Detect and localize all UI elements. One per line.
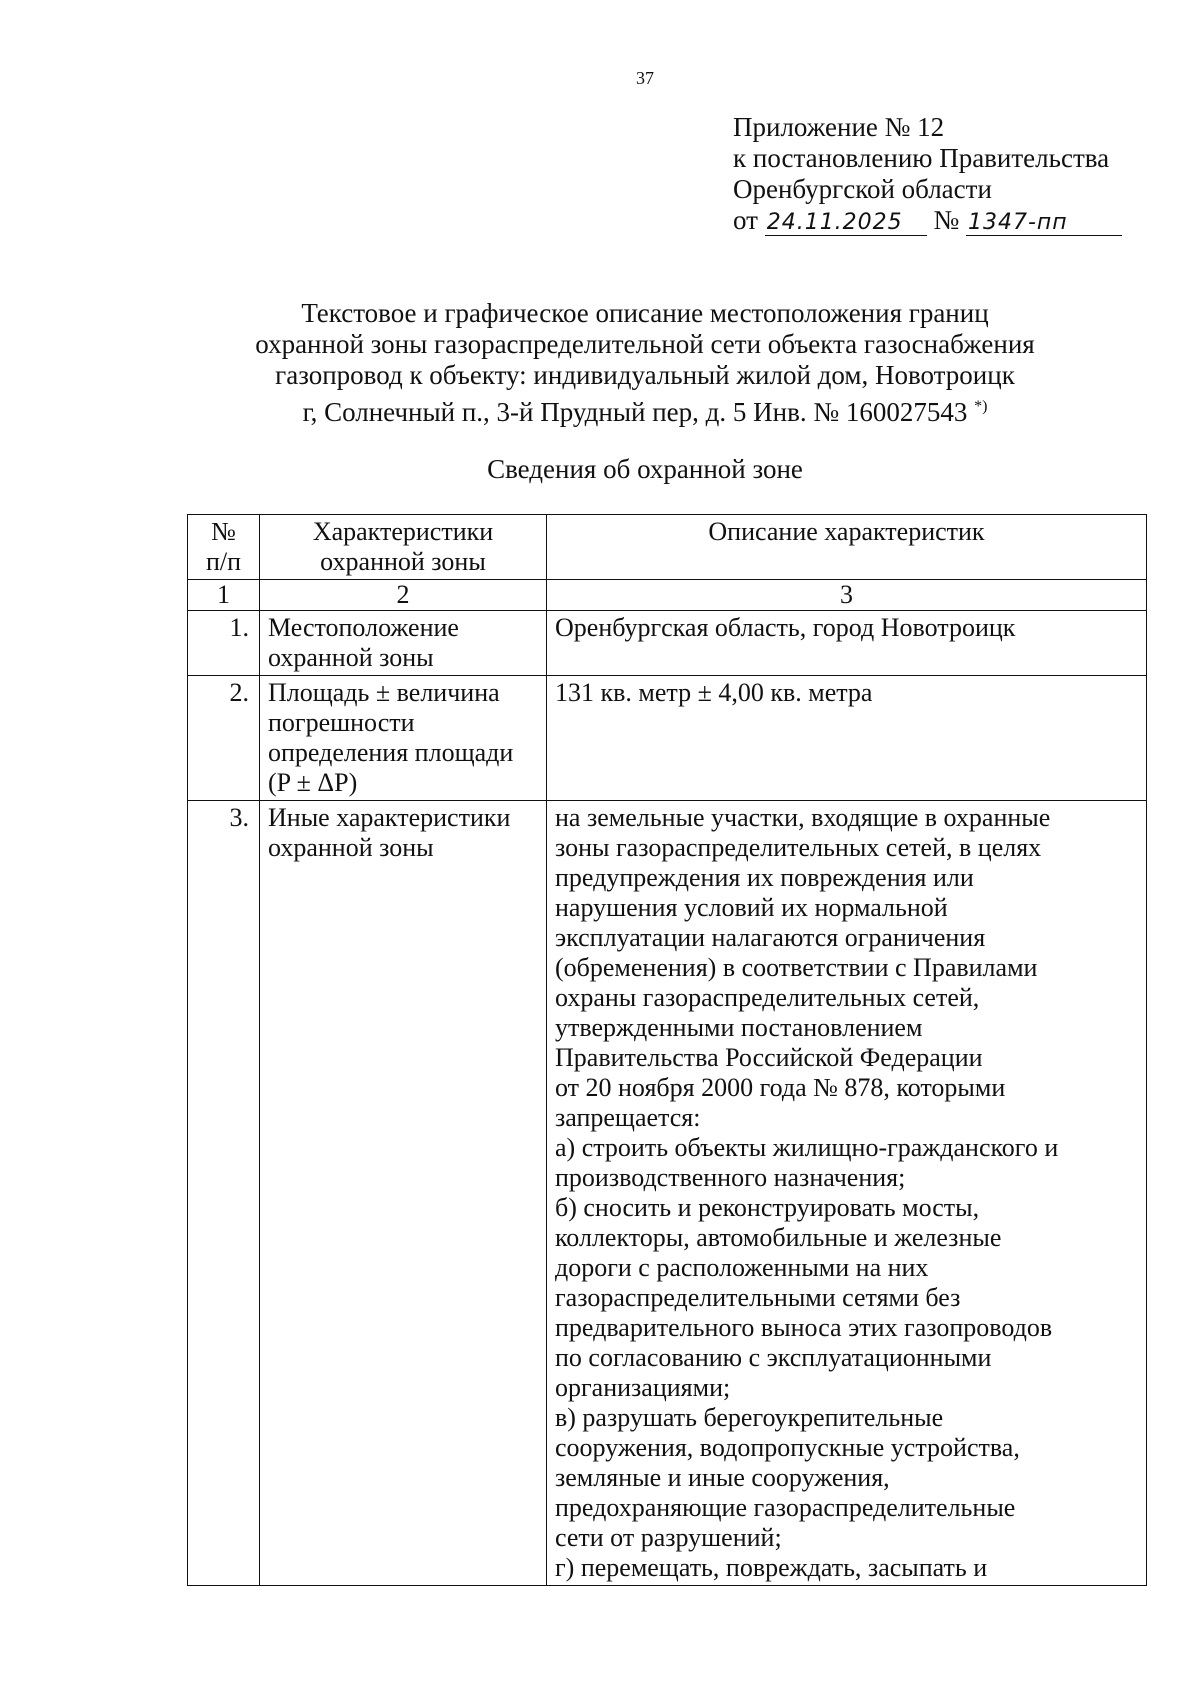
page-number: 37	[636, 68, 654, 88]
appendix-block	[733, 112, 1122, 236]
row-description-line: газораспределительными сетями без	[555, 1283, 961, 1312]
row-characteristic-line: погрешности	[268, 708, 415, 737]
appendix-line-4	[733, 205, 1122, 236]
row-description-line: на земельные участки, входящие в охранные	[555, 803, 1051, 832]
title-line-4	[0, 391, 1200, 428]
row-description-line: предупреждения их повреждения или	[555, 863, 974, 892]
appendix-date: 24.11.2025	[765, 211, 927, 236]
header-col-description: Описание характеристик	[547, 515, 1147, 580]
row-description-line: нарушения условий их нормальной	[555, 893, 948, 922]
row-description-line: организациями;	[555, 1373, 731, 1402]
row-description-line: запрещается:	[555, 1103, 701, 1132]
row-description-line: от 20 ноября 2000 года № 878, которыми	[555, 1073, 1006, 1102]
table-header-row	[188, 515, 1147, 580]
table-column-numbers-row	[188, 580, 1147, 611]
row-description-line: Правительства Российской Федерации	[555, 1043, 983, 1072]
row-description-line: предварительного выноса этих газопроводов	[555, 1313, 1053, 1342]
appendix-from-label: от	[733, 205, 758, 235]
row-description-line: предохраняющие газораспределительные	[555, 1493, 1016, 1522]
row-description-line: а) строить объекты жилищно-гражданского и	[555, 1133, 1059, 1162]
row-characteristic-line: охранной зоны	[268, 643, 434, 672]
row-characteristic-line: определения площади	[268, 738, 514, 767]
appendix-number-label: №	[933, 205, 960, 235]
header-col-characteristics-line-2: охранной зоны	[320, 547, 486, 576]
row-characteristic-line: (P ± ΔP)	[268, 768, 358, 797]
row-description-line: коллекторы, автомобильные и железные	[555, 1223, 1002, 1252]
row-characteristic	[260, 611, 547, 676]
header-col-number-line-2: п/п	[205, 547, 242, 576]
header-col-number-line-1: №	[211, 517, 236, 546]
table-row	[188, 676, 1147, 801]
row-number: 3.	[188, 801, 260, 1586]
row-description	[547, 611, 1147, 676]
header-col-number	[188, 515, 260, 580]
appendix-number: 1347-пп	[966, 211, 1122, 236]
row-description-line: б) сносить и реконструировать мосты,	[555, 1193, 980, 1222]
row-description-line: эксплуатации налагаются ограничения	[555, 923, 986, 952]
title-footnote-mark: *)	[974, 398, 988, 415]
row-description-line: охраны газораспределительных сетей,	[555, 983, 980, 1012]
appendix-line-1: Приложение № 12	[733, 112, 945, 142]
title-line-4-text: г, Солнечный п., 3-й Прудный пер, д. 5 Инв. № 160027543	[302, 397, 968, 427]
row-description-line: утвержденными постановлением	[555, 1013, 923, 1042]
appendix-line-3: Оренбургской области	[733, 174, 992, 204]
zone-table	[187, 514, 1147, 1586]
row-description	[547, 676, 1147, 801]
row-characteristic	[260, 801, 547, 1586]
row-characteristic	[260, 676, 547, 801]
row-description-line: сооружения, водопропускные устройства,	[555, 1433, 1020, 1462]
row-characteristic-line: Иные характеристики	[268, 803, 511, 832]
appendix-line-2: к постановлению Правительства	[733, 143, 1110, 173]
header-col-characteristics-line-1: Характеристики	[312, 517, 494, 546]
header-col-characteristics	[260, 515, 547, 580]
row-number: 2.	[188, 676, 260, 801]
title-line-2: охранной зоны газораспределительной сети объекта газоснабжения	[255, 329, 1035, 359]
row-description-line: г) перемещать, повреждать, засыпать и	[555, 1553, 988, 1582]
document-title	[0, 298, 1200, 428]
table-row	[188, 611, 1147, 676]
row-description-line: производственного назначения;	[555, 1163, 906, 1192]
column-number-3: 3	[547, 580, 1147, 611]
row-description-line: 131 кв. метр ± 4,00 кв. метра	[555, 678, 873, 707]
row-number: 1.	[188, 611, 260, 676]
row-description-line: (обременения) в соответствии с Правилами	[555, 953, 1038, 982]
title-line-1: Текстовое и графическое описание местоположения границ	[301, 298, 989, 328]
row-description-line: сети от разрушений;	[555, 1523, 782, 1552]
row-characteristic-line: Площадь ± величина	[268, 678, 500, 707]
table-row	[188, 801, 1147, 1586]
row-description	[547, 801, 1147, 1586]
row-description-line: по согласованию с эксплуатационными	[555, 1343, 992, 1372]
column-number-2: 2	[260, 580, 547, 611]
row-description-line: в) разрушать берегоукрепительные	[555, 1403, 944, 1432]
row-characteristic-line: охранной зоны	[268, 833, 434, 862]
row-description-line: Оренбургская область, город Новотроицк	[555, 613, 1016, 642]
row-description-line: зоны газораспределительных сетей, в целях	[555, 833, 1042, 862]
row-description-line: земляные и иные сооружения,	[555, 1463, 890, 1492]
title-line-3: газопровод к объекту: индивидуальный жилой дом, Новотроицк	[275, 360, 1015, 390]
section-subtitle: Сведения об охранной зоне	[487, 454, 803, 484]
row-description-line: дороги с расположенными на них	[555, 1253, 929, 1282]
column-number-1: 1	[188, 580, 260, 611]
row-characteristic-line: Местоположение	[268, 613, 459, 642]
